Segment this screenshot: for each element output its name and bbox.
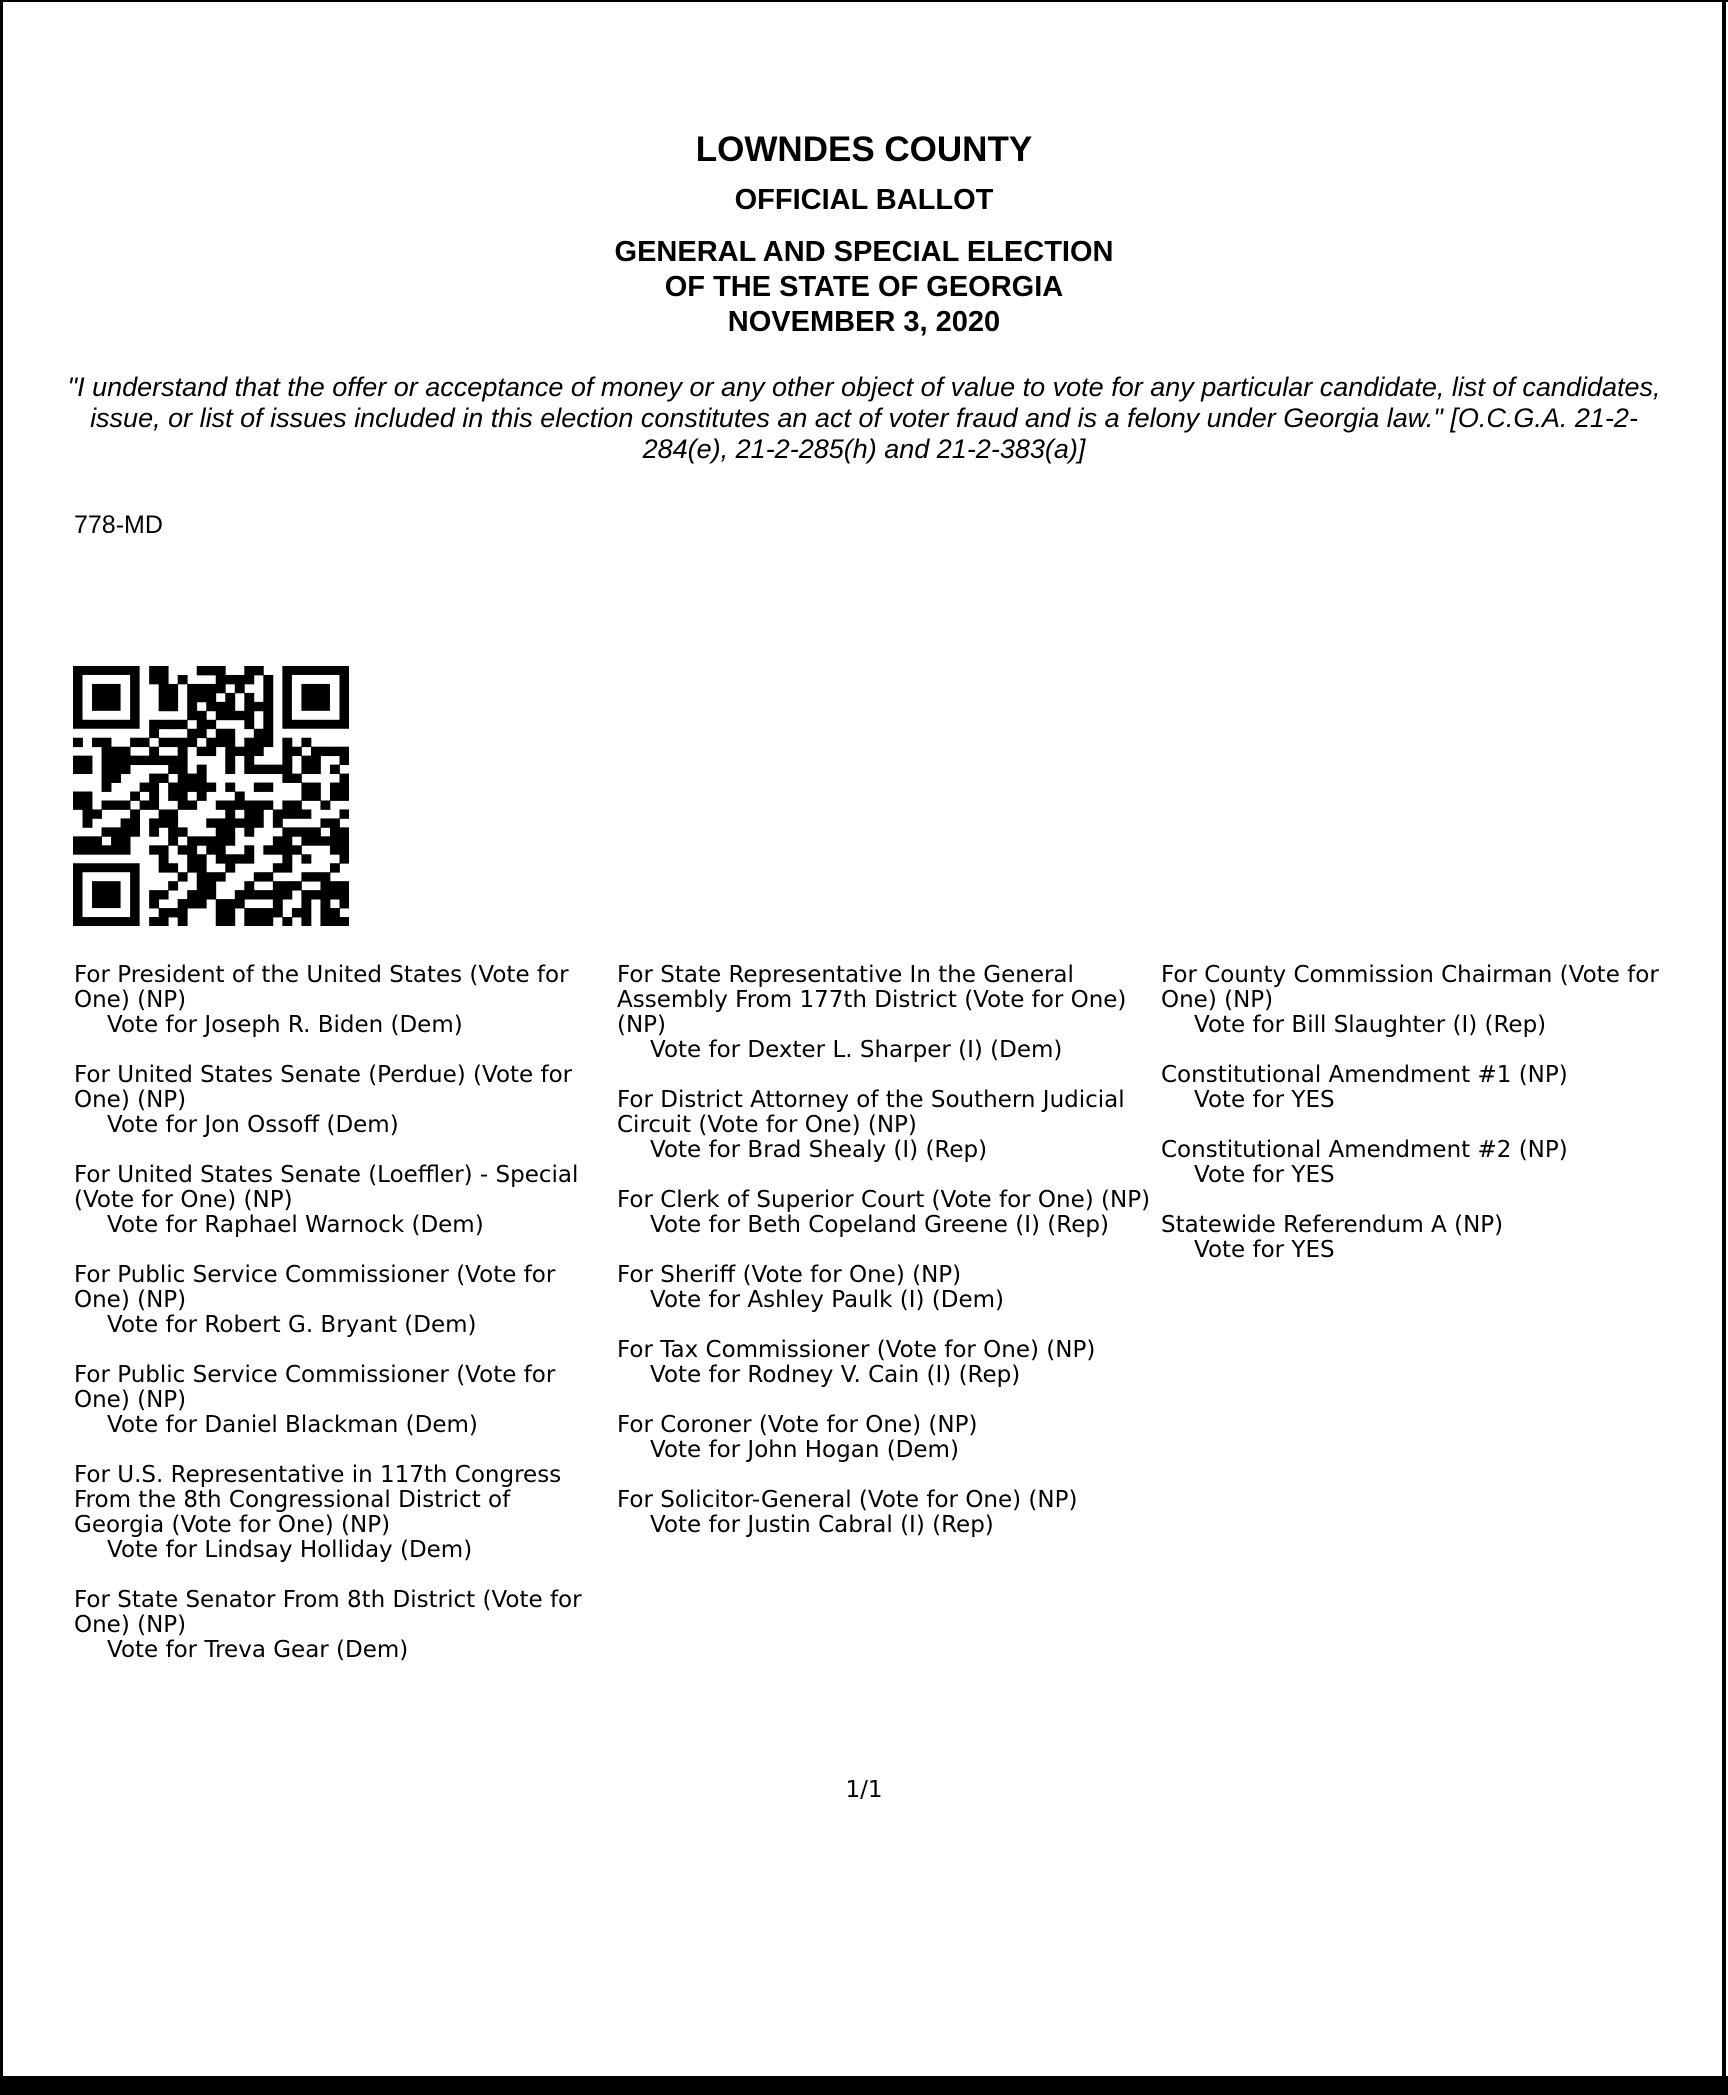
contest-office: For District Attorney of the Southern Judicial Circuit (Vote for One) (NP) [617,1087,1125,1138]
contest-entry [1161,1063,1701,1113]
contest-office: For United States Senate (Loeffler) - Special (Vote for One) (NP) [74,1162,579,1213]
page-number: 1/1 [845,1777,883,1803]
contest-entry [74,1588,604,1663]
election-date: NOVEMBER 3, 2020 [727,306,1001,338]
contest-selection: Vote for Ashley Paulk (I) (Dem) [650,1287,1004,1313]
contest-entry [74,1363,604,1438]
contest-office: For President of the United States (Vote for One) (NP) [74,962,569,1013]
contest-selection: Vote for Justin Cabral (I) (Rep) [650,1512,994,1538]
contest-selection: Vote for Jon Ossoff (Dem) [107,1112,399,1138]
contest-entry [617,1263,1157,1313]
contest-column-1 [74,963,604,1688]
contest-office: Statewide Referendum A (NP) [1161,1212,1504,1238]
contest-office: For Clerk of Superior Court (Vote for One) (NP) [617,1187,1151,1213]
contest-office: For Coroner (Vote for One) (NP) [617,1412,978,1438]
contest-selection: Vote for Joseph R. Biden (Dem) [107,1012,463,1038]
qr-code-image [73,666,349,926]
contest-office: For United States Senate (Perdue) (Vote for One) (NP) [74,1062,573,1113]
contest-office: For Public Service Commissioner (Vote for One) (NP) [74,1262,556,1313]
contest-entry [617,1338,1157,1388]
contest-selection: Vote for YES [1194,1237,1335,1263]
ballot-header [0,130,1728,340]
contest-selection: Vote for Brad Shealy (I) (Rep) [650,1137,988,1163]
contest-entry [74,1463,604,1563]
contest-entry [1161,1213,1701,1263]
page-top-border [0,0,1728,6]
contest-selection: Vote for YES [1194,1162,1335,1188]
election-title-line2: OF THE STATE OF GEORGIA [664,271,1064,303]
contest-office: For Sheriff (Vote for One) (NP) [617,1262,962,1288]
contest-entry [617,1488,1157,1538]
contest-office: For County Commission Chairman (Vote for One) (NP) [1161,962,1659,1013]
contest-selection: Vote for Bill Slaughter (I) (Rep) [1194,1012,1547,1038]
contest-entry [74,1163,604,1238]
contest-selection: Vote for Dexter L. Sharper (I) (Dem) [650,1037,1063,1063]
contest-entry [617,1088,1157,1163]
contest-selection: Vote for Daniel Blackman (Dem) [107,1412,478,1438]
contest-selection: Vote for Beth Copeland Greene (I) (Rep) [650,1212,1109,1238]
contest-column-2 [617,963,1157,1563]
contest-entry [1161,1138,1701,1188]
contest-office: For U.S. Representative in 117th Congress From the 8th Congressional District of Georgia (Vote for One) (NP) [74,1462,562,1538]
ballot-title: OFFICIAL BALLOT [734,184,994,216]
contest-entry [617,1413,1157,1463]
contest-selection: Vote for John Hogan (Dem) [650,1437,959,1463]
contest-selection: Vote for Rodney V. Cain (I) (Rep) [650,1362,1021,1388]
contest-entry [74,1063,604,1138]
contest-office: For Tax Commissioner (Vote for One) (NP) [617,1337,1096,1363]
contest-selection: Vote for Lindsay Holliday (Dem) [107,1537,473,1563]
contest-entry [74,963,604,1038]
contest-office: For Solicitor-General (Vote for One) (NP) [617,1487,1078,1513]
contest-selection: Vote for Robert G. Bryant (Dem) [107,1312,477,1338]
contest-selection: Vote for YES [1194,1087,1335,1113]
county-title: LOWNDES COUNTY [695,130,1033,169]
ballot-style-id: 778-MD [74,511,163,539]
contest-selection: Vote for Treva Gear (Dem) [107,1637,409,1663]
contest-office: For State Senator From 8th District (Vote for One) (NP) [74,1587,582,1638]
contest-entry [1161,963,1701,1038]
contest-office: For State Representative In the General Assembly From 177th District (Vote for One) (NP) [617,962,1127,1038]
election-title-line1: GENERAL AND SPECIAL ELECTION [614,236,1114,268]
contest-office: For Public Service Commissioner (Vote for One) (NP) [74,1362,556,1413]
contest-selection: Vote for Raphael Warnock (Dem) [107,1212,484,1238]
contest-office: Constitutional Amendment #2 (NP) [1161,1137,1568,1163]
page-bottom-border [0,2076,1728,2095]
contest-entry [617,963,1157,1063]
contest-column-3 [1161,963,1701,1288]
contest-entry [617,1188,1157,1238]
voter-fraud-statement: "I understand that the offer or acceptance of money or any other object of value to vote for any particular candidate, list of candidates, issue, or list of issues included in this election constitutes an act of voter fraud and is a felony under Georgia law." [O.C.G.A. 21-2-284(e), 21-2-285(h) and 21-2-383(a)] [67,372,1661,464]
contest-entry [74,1263,604,1338]
contest-office: Constitutional Amendment #1 (NP) [1161,1062,1568,1088]
